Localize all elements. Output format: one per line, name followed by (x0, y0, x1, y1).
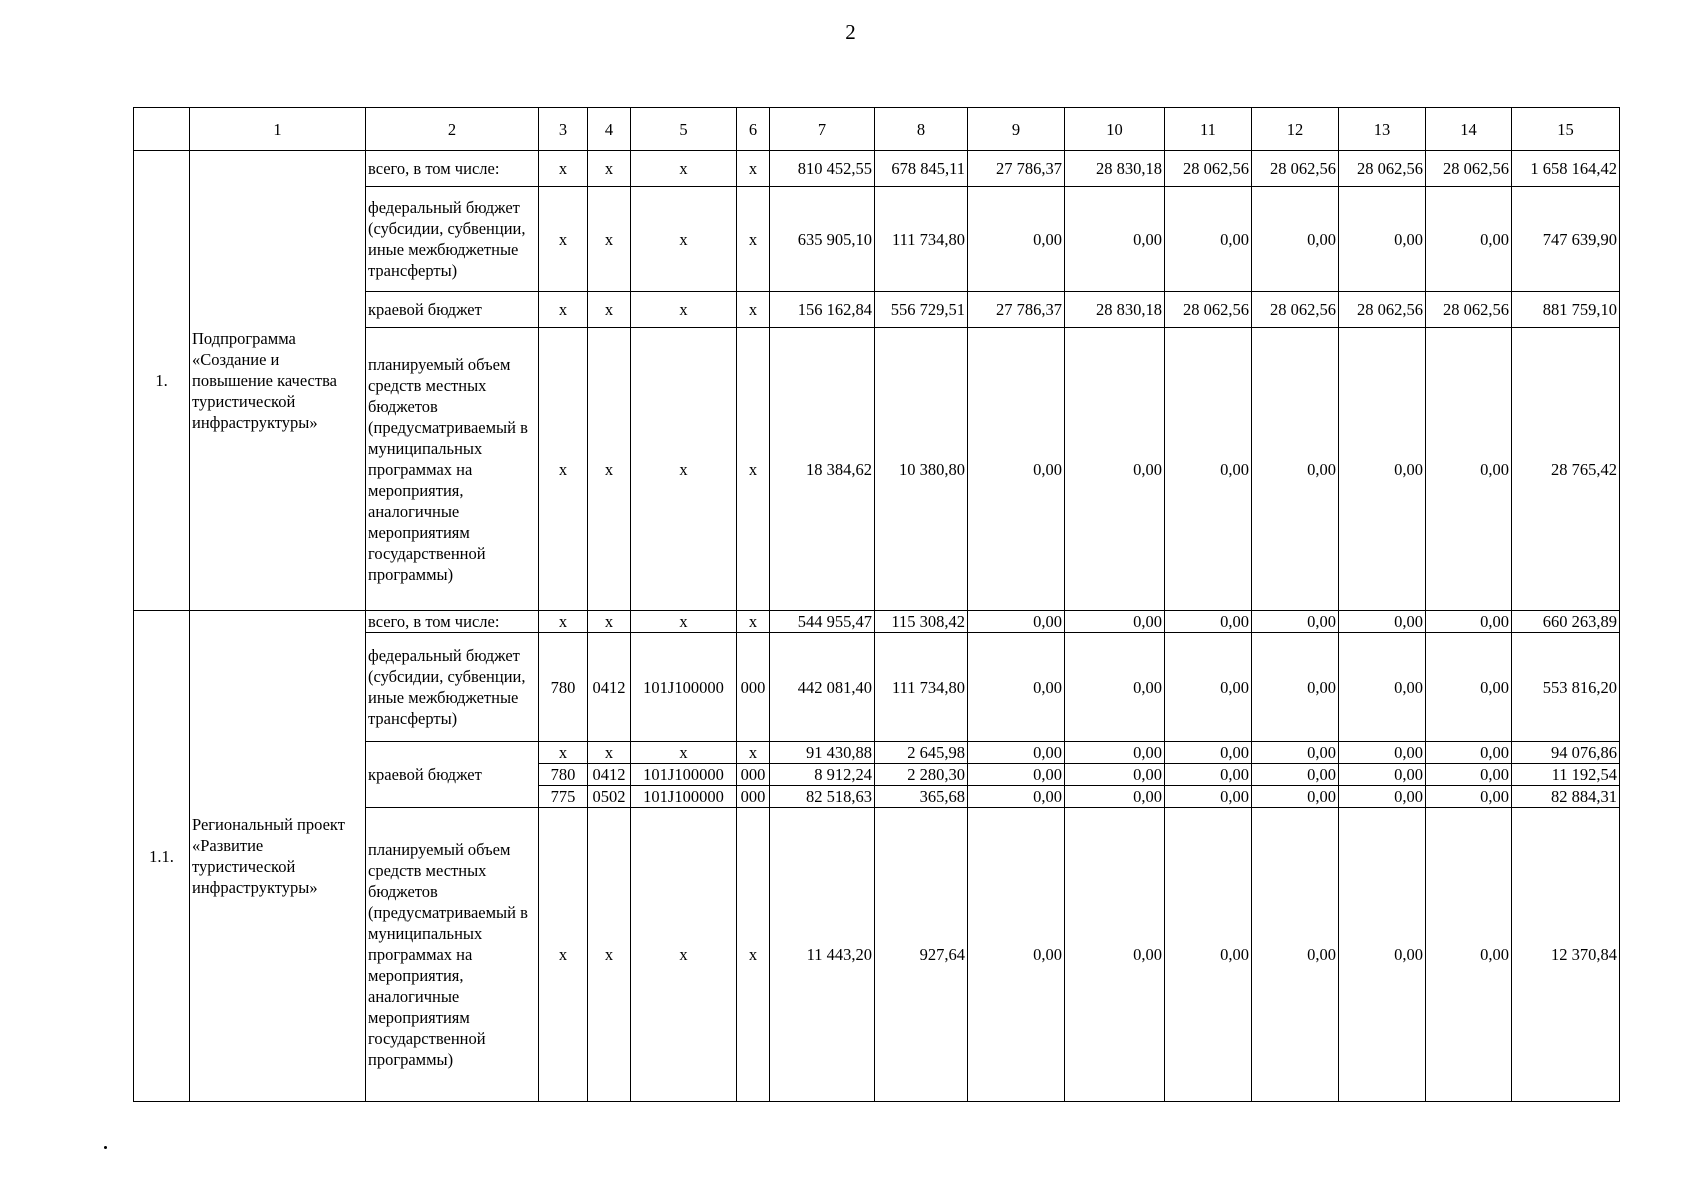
value-cell: 28 765,42 (1512, 328, 1620, 611)
budget-table (133, 107, 1620, 1102)
value-cell: 0,00 (1165, 611, 1252, 633)
value-cell: 28 830,18 (1065, 292, 1165, 328)
value-cell: 0,00 (1339, 808, 1426, 1102)
code-cell: 000 (737, 786, 770, 808)
value-cell: 0,00 (1252, 187, 1339, 292)
value-cell: 0,00 (1165, 633, 1252, 742)
value-cell: 28 062,56 (1165, 151, 1252, 187)
value-cell: 0,00 (1165, 786, 1252, 808)
value-cell: 91 430,88 (770, 742, 875, 764)
value-cell: 0,00 (1065, 764, 1165, 786)
value-cell: 0,00 (1339, 633, 1426, 742)
row-label: краевой бюджет (366, 292, 539, 328)
code-cell: х (737, 742, 770, 764)
code-cell: 0502 (588, 786, 631, 808)
code-cell: 101J100000 (631, 764, 737, 786)
value-cell: 18 384,62 (770, 328, 875, 611)
value-cell: 28 062,56 (1339, 151, 1426, 187)
code-cell: 780 (539, 633, 588, 742)
value-cell: 82 884,31 (1512, 786, 1620, 808)
value-cell: 1 658 164,42 (1512, 151, 1620, 187)
code-cell: 775 (539, 786, 588, 808)
value-cell: 2 280,30 (875, 764, 968, 786)
value-cell: 0,00 (1065, 786, 1165, 808)
code-cell: х (588, 611, 631, 633)
code-cell: 000 (737, 633, 770, 742)
code-cell: х (737, 187, 770, 292)
value-cell: 0,00 (968, 786, 1065, 808)
header-cell: 4 (588, 108, 631, 151)
row-label: федеральный бюджет (субсидии, субвенции, иные межбюджетные трансферты) (366, 187, 539, 292)
value-cell: 28 062,56 (1426, 292, 1512, 328)
code-cell: х (631, 292, 737, 328)
value-cell: 635 905,10 (770, 187, 875, 292)
code-cell: х (737, 328, 770, 611)
header-cell: 15 (1512, 108, 1620, 151)
value-cell: 0,00 (968, 328, 1065, 611)
value-cell: 0,00 (1339, 187, 1426, 292)
code-cell: 780 (539, 764, 588, 786)
value-cell: 810 452,55 (770, 151, 875, 187)
code-cell: х (737, 611, 770, 633)
value-cell: 0,00 (968, 633, 1065, 742)
value-cell: 0,00 (1165, 328, 1252, 611)
code-cell: 0412 (588, 633, 631, 742)
value-cell: 0,00 (1065, 611, 1165, 633)
header-cell: 13 (1339, 108, 1426, 151)
value-cell: 27 786,37 (968, 151, 1065, 187)
value-cell: 0,00 (1165, 742, 1252, 764)
header-cell: 14 (1426, 108, 1512, 151)
value-cell: 0,00 (968, 808, 1065, 1102)
value-cell: 0,00 (1339, 611, 1426, 633)
value-cell: 11 192,54 (1512, 764, 1620, 786)
row-label: планируемый объем средств местных бюджетов (предусматриваемый в муниципальных программах на мероприятия, аналогичные мероприятиям государственной программы) (366, 808, 539, 1102)
value-cell: 2 645,98 (875, 742, 968, 764)
header-cell: 1 (190, 108, 366, 151)
header-cell: 9 (968, 108, 1065, 151)
value-cell: 28 062,56 (1252, 151, 1339, 187)
code-cell: х (588, 292, 631, 328)
code-cell: х (539, 187, 588, 292)
value-cell: 0,00 (1252, 742, 1339, 764)
value-cell: 12 370,84 (1512, 808, 1620, 1102)
value-cell: 0,00 (1426, 764, 1512, 786)
row-label: краевой бюджет (366, 742, 539, 808)
row-label: всего, в том числе: (366, 611, 539, 633)
code-cell: х (737, 151, 770, 187)
value-cell: 678 845,11 (875, 151, 968, 187)
value-cell: 0,00 (968, 764, 1065, 786)
header-cell: 2 (366, 108, 539, 151)
code-cell: х (588, 151, 631, 187)
code-cell: х (737, 808, 770, 1102)
section-name: Региональный проект «Развитие туристической инфраструктуры» (190, 611, 366, 1102)
header-cell: 6 (737, 108, 770, 151)
value-cell: 28 062,56 (1426, 151, 1512, 187)
value-cell: 0,00 (1065, 328, 1165, 611)
header-cell: 10 (1065, 108, 1165, 151)
code-cell: х (539, 328, 588, 611)
value-cell: 0,00 (1339, 328, 1426, 611)
value-cell: 111 734,80 (875, 633, 968, 742)
value-cell: 0,00 (1426, 633, 1512, 742)
value-cell: 0,00 (1426, 328, 1512, 611)
header-row (134, 108, 1620, 151)
value-cell: 0,00 (1252, 764, 1339, 786)
code-cell: х (737, 292, 770, 328)
code-cell: х (631, 187, 737, 292)
value-cell: 94 076,86 (1512, 742, 1620, 764)
value-cell: 553 816,20 (1512, 633, 1620, 742)
value-cell: 365,68 (875, 786, 968, 808)
value-cell: 556 729,51 (875, 292, 968, 328)
row-label: всего, в том числе: (366, 151, 539, 187)
code-cell: х (588, 742, 631, 764)
row-label: федеральный бюджет (субсидии, субвенции, иные межбюджетные трансферты) (366, 633, 539, 742)
value-cell: 156 162,84 (770, 292, 875, 328)
value-cell: 28 830,18 (1065, 151, 1165, 187)
value-cell: 0,00 (1426, 786, 1512, 808)
value-cell: 0,00 (1252, 633, 1339, 742)
header-cell: 11 (1165, 108, 1252, 151)
code-cell: х (539, 808, 588, 1102)
value-cell: 0,00 (1252, 786, 1339, 808)
value-cell: 0,00 (1426, 808, 1512, 1102)
header-cell (134, 108, 190, 151)
value-cell: 0,00 (1426, 187, 1512, 292)
section-name: Подпрограмма «Создание и повышение качества туристической инфраструктуры» (190, 151, 366, 611)
header-cell: 7 (770, 108, 875, 151)
table-row (134, 611, 1620, 633)
value-cell: 0,00 (1339, 742, 1426, 764)
code-cell: х (631, 151, 737, 187)
value-cell: 0,00 (1165, 808, 1252, 1102)
value-cell: 747 639,90 (1512, 187, 1620, 292)
value-cell: 0,00 (1339, 764, 1426, 786)
code-cell: 101J100000 (631, 786, 737, 808)
section-number: 1.1. (134, 611, 190, 1102)
value-cell: 28 062,56 (1339, 292, 1426, 328)
value-cell: 544 955,47 (770, 611, 875, 633)
value-cell: 0,00 (1165, 187, 1252, 292)
value-cell: 0,00 (1252, 328, 1339, 611)
code-cell: х (631, 742, 737, 764)
code-cell: х (588, 187, 631, 292)
row-label: планируемый объем средств местных бюджетов (предусматриваемый в муниципальных программах на мероприятия, аналогичные мероприятиям государственной программы) (366, 328, 539, 611)
value-cell: 927,64 (875, 808, 968, 1102)
value-cell: 111 734,80 (875, 187, 968, 292)
value-cell: 0,00 (1252, 611, 1339, 633)
code-cell: х (539, 292, 588, 328)
code-cell: 0412 (588, 764, 631, 786)
value-cell: 0,00 (1065, 187, 1165, 292)
value-cell: 0,00 (968, 187, 1065, 292)
code-cell: х (588, 328, 631, 611)
code-cell: х (539, 611, 588, 633)
value-cell: 0,00 (968, 742, 1065, 764)
value-cell: 660 263,89 (1512, 611, 1620, 633)
code-cell: х (631, 328, 737, 611)
code-cell: х (631, 611, 737, 633)
value-cell: 28 062,56 (1252, 292, 1339, 328)
code-cell: 101J100000 (631, 633, 737, 742)
value-cell: 27 786,37 (968, 292, 1065, 328)
value-cell: 115 308,42 (875, 611, 968, 633)
value-cell: 82 518,63 (770, 786, 875, 808)
value-cell: 0,00 (1065, 808, 1165, 1102)
scan-mark (104, 1146, 107, 1149)
header-cell: 12 (1252, 108, 1339, 151)
code-cell: х (539, 151, 588, 187)
code-cell: 000 (737, 764, 770, 786)
table-row (134, 151, 1620, 187)
page-number: 2 (845, 20, 856, 44)
header-cell: 8 (875, 108, 968, 151)
value-cell: 8 912,24 (770, 764, 875, 786)
value-cell: 0,00 (1065, 633, 1165, 742)
value-cell: 0,00 (1426, 611, 1512, 633)
value-cell: 442 081,40 (770, 633, 875, 742)
code-cell: х (631, 808, 737, 1102)
value-cell: 0,00 (1252, 808, 1339, 1102)
header-cell: 5 (631, 108, 737, 151)
value-cell: 881 759,10 (1512, 292, 1620, 328)
code-cell: х (539, 742, 588, 764)
value-cell: 10 380,80 (875, 328, 968, 611)
value-cell: 11 443,20 (770, 808, 875, 1102)
section-number: 1. (134, 151, 190, 611)
value-cell: 0,00 (1426, 742, 1512, 764)
value-cell: 0,00 (1339, 786, 1426, 808)
value-cell: 28 062,56 (1165, 292, 1252, 328)
code-cell: х (588, 808, 631, 1102)
table-body (134, 151, 1620, 1102)
value-cell: 0,00 (1165, 764, 1252, 786)
value-cell: 0,00 (1065, 742, 1165, 764)
value-cell: 0,00 (968, 611, 1065, 633)
header-cell: 3 (539, 108, 588, 151)
